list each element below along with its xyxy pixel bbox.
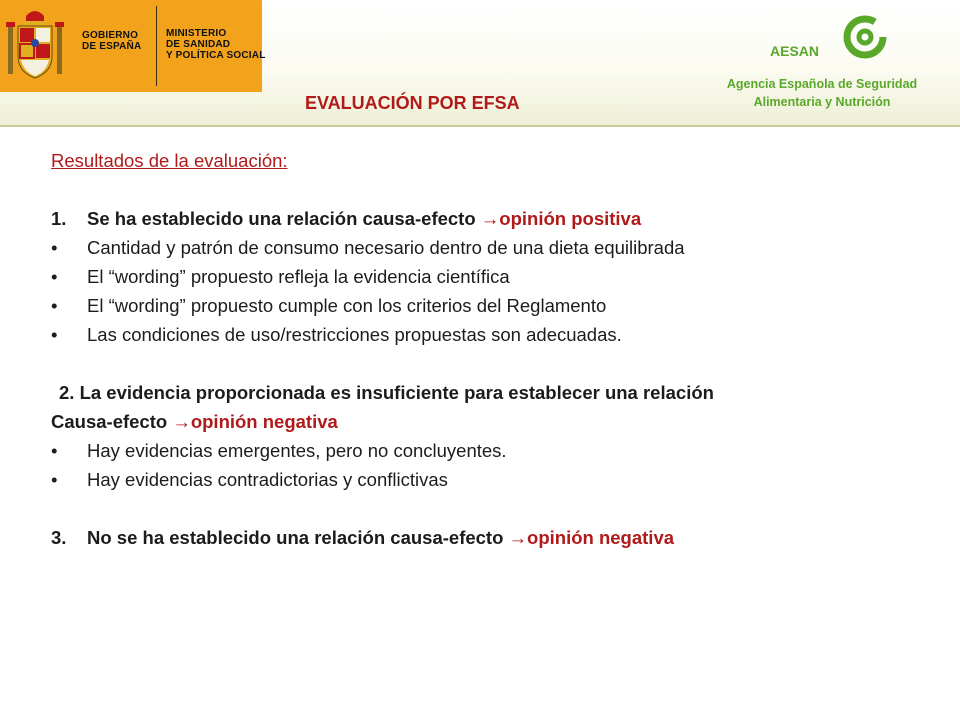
arrow-right-icon: → — [172, 411, 191, 432]
list-item: • Las condiciones de uso/restricciones propuestas son adecuadas. — [51, 324, 622, 345]
section-2-heading: 2. La evidencia proporcionada es insuficiente para establecer una relación — [59, 382, 714, 403]
coat-of-arms-icon — [6, 6, 64, 86]
section-2-heading-cont: Causa-efecto →opinión negativa — [51, 411, 338, 432]
arrow-right-icon: → — [480, 208, 500, 229]
slide-content — [51, 146, 931, 552]
results-subtitle: Resultados de la evaluación: — [51, 150, 288, 171]
list-item: • El “wording” propuesto cumple con los criterios del Reglamento — [51, 295, 607, 316]
header-divider — [0, 125, 960, 127]
aesan-full-name: Agencia Española de Seguridad Alimentaria y Nutrición — [726, 77, 918, 109]
ministry-label: MINISTERIO DE SANIDAD Y POLÍTICA SOCIAL — [166, 28, 266, 61]
list-item: • Hay evidencias emergentes, pero no concluyentes. — [51, 440, 507, 461]
list-item: • Cantidad y patrón de consumo necesario dentro de una dieta equilibrada — [51, 237, 685, 258]
section-3-heading: 3. No se ha establecido una relación causa-efecto →opinión negativa — [51, 527, 675, 548]
arrow-right-icon: → — [508, 527, 528, 548]
list-item: • El “wording” propuesto refleja la evidencia científica — [51, 266, 510, 287]
gov-divider — [156, 6, 157, 86]
gov-label: GOBIERNO DE ESPAÑA — [82, 30, 142, 52]
list-item: • Hay evidencias contradictorias y conflictivas — [51, 469, 448, 490]
section-1-heading: 1. Se ha establecido una relación causa-efecto →opinión positiva — [51, 208, 642, 229]
aesan-short-name: AESAN — [770, 43, 820, 59]
slide-title: EVALUACIÓN POR EFSA — [305, 93, 520, 113]
government-logo-block — [0, 0, 266, 92]
aesan-spiral-logo-icon — [841, 11, 889, 63]
